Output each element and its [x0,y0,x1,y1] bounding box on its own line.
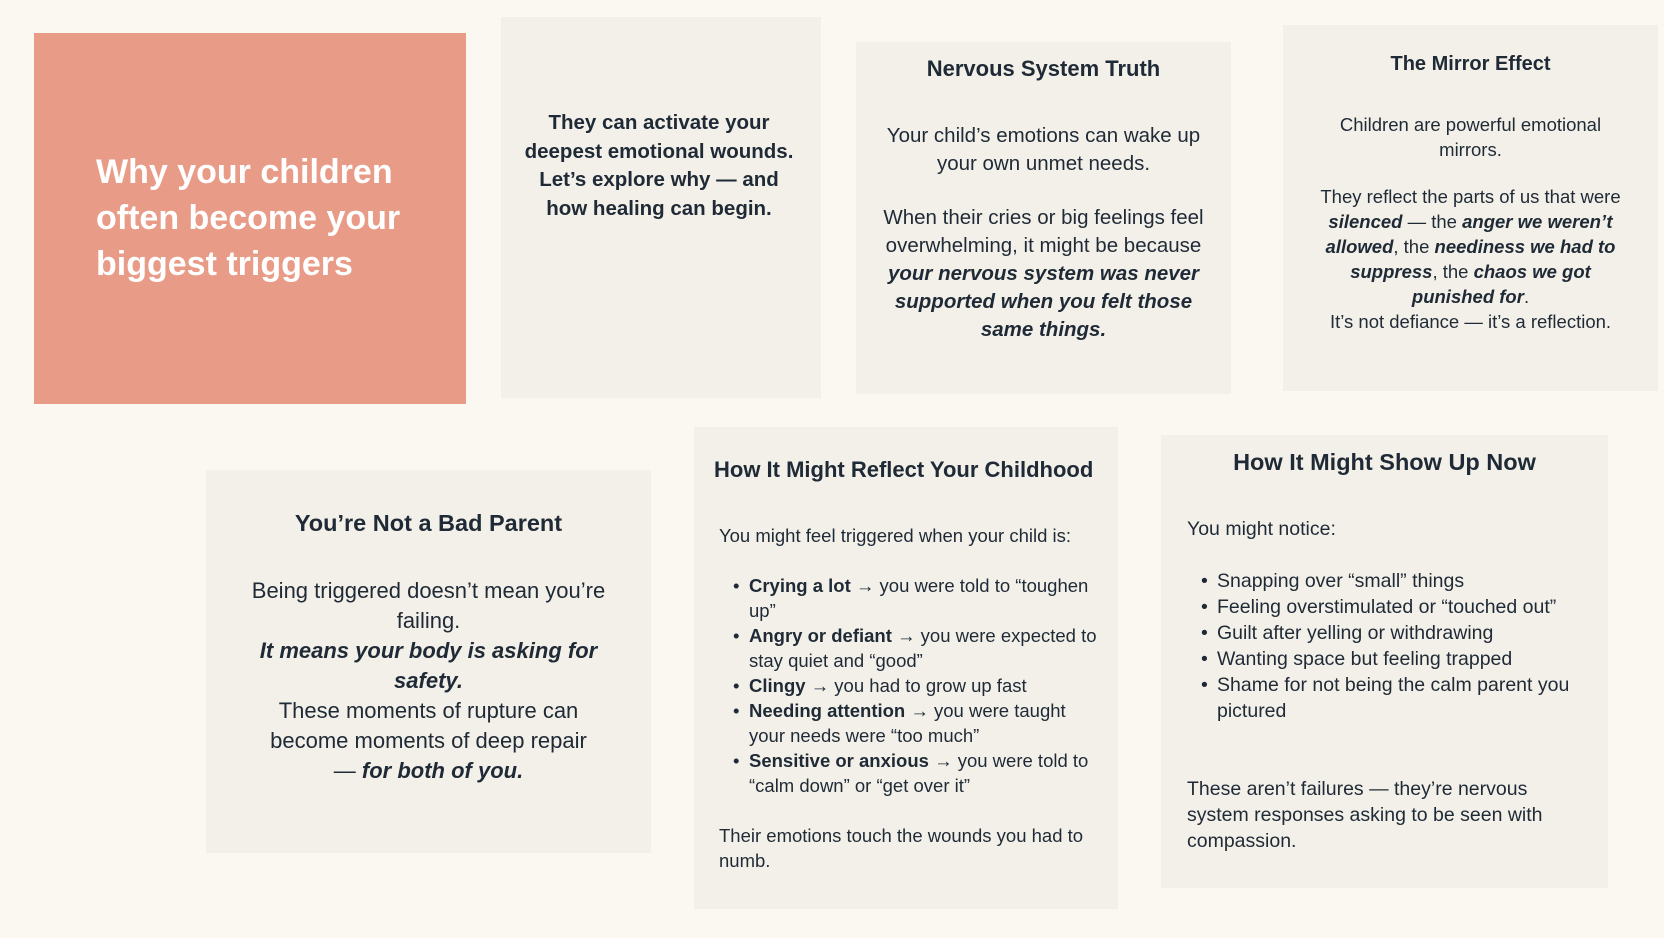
intro-card [501,17,821,398]
list-item [1187,568,1587,594]
mirror-effect-heading: The Mirror Effect [1390,53,1551,75]
bullet-icon: • [733,700,740,721]
list-item [719,698,1104,748]
mirror-emph-1: silenced [1328,211,1403,232]
list-item [1187,672,1587,724]
mirror-para-2 [1309,184,1632,309]
mirror-emph-2: anger we weren’t allowed [1325,211,1613,257]
not-bad-parent-body [250,576,607,786]
nervous-para-2-emphasis: your nervous system was never supported when you felt those same things. [887,262,1200,341]
list-item-text: Shame for not being the calm parent you pictured [1217,674,1570,722]
bullet-icon: • [1201,570,1208,592]
list-item-text: → you were taught your needs were “too much” [749,700,1066,746]
show-up-now-card [1161,435,1608,888]
mirror-para-1: Children are powerful emotional mirrors. [1339,114,1602,160]
mirror-closing: It’s not defiance — it’s a reflection. [1329,311,1612,332]
bad-parent-line-1: Being triggered doesn’t mean you’re failing. [251,578,606,633]
mirror-emph-4: chaos we got punished for [1411,261,1591,307]
reflect-childhood-card [694,427,1118,909]
list-item-bold: Clingy [749,675,806,696]
not-bad-parent-heading: You’re Not a Bad Parent [294,510,563,536]
list-item [1187,594,1587,620]
title-card [34,33,466,404]
list-item-text: → you were told to “toughen up” [749,575,1089,621]
list-item-text: → you were told to “calm down” or “get over it” [749,750,1089,796]
bullet-icon: • [1201,648,1208,670]
bad-parent-line-4-emphasis: for both of you. [361,758,524,783]
nervous-system-body [870,122,1217,344]
mirror-effect-body [1309,112,1632,334]
list-item [1187,646,1587,672]
bad-parent-line-4 [250,756,607,786]
bad-parent-line-3: These moments of rupture can become moments of deep repair [270,698,587,753]
reflect-intro: You might feel triggered when your child is: [719,525,1072,546]
show-up-now-heading: How It Might Show Up Now [1233,449,1536,475]
intro-line-1: They can activate your deepest emotional wounds. [524,111,794,163]
nervous-para-2-text: When their cries or big feelings feel overwhelming, it might be because [883,206,1204,257]
list-item [1187,620,1587,646]
reflect-childhood-heading: How It Might Reflect Your Childhood [714,457,1094,482]
show-list [1187,568,1587,724]
mirror-emph-3: neediness we had to suppress [1350,236,1616,282]
nervous-para-1: Your child’s emotions can wake up your own unmet needs. [886,124,1201,175]
mirror-text-5: . [1523,286,1530,307]
show-up-now-body [1187,516,1587,854]
bullet-icon: • [733,575,740,596]
list-item [719,623,1104,673]
mirror-text-2: — the [1402,211,1463,232]
nervous-para-2 [870,204,1217,344]
list-item-text: Snapping over “small” things [1217,570,1465,592]
reflect-closing: Their emotions touch the wounds you had to numb. [719,825,1084,871]
bad-parent-line-2: It means your body is asking for safety. [259,638,598,693]
reflect-childhood-body [719,523,1104,873]
mirror-effect-card [1283,25,1658,391]
list-item-text: → you had to grow up fast [805,675,1027,696]
not-bad-parent-card [206,470,651,853]
list-item-text: → you were expected to stay quiet and “good” [749,625,1097,671]
list-item-bold: Crying a lot [749,575,851,596]
nervous-system-card [856,42,1231,394]
mirror-text-1: They reflect the parts of us that were [1320,186,1621,207]
list-item-bold: Needing attention [749,700,906,721]
list-item [719,673,1104,698]
list-item [719,748,1104,798]
list-item-text: Guilt after yelling or withdrawing [1217,622,1494,644]
show-intro: You might notice: [1187,518,1336,540]
mirror-text-3: , the [1393,236,1435,257]
bullet-icon: • [1201,674,1208,696]
main-title: Why your children often become your biggest triggers [96,153,401,283]
intro-line-2: Let’s explore why — and how healing can begin. [539,168,779,220]
bullet-icon: • [733,625,740,646]
bullet-icon: • [1201,622,1208,644]
list-item-bold: Angry or defiant [749,625,892,646]
bad-parent-line-4-prefix: — [333,758,362,783]
mirror-text-4: , the [1432,261,1474,282]
list-item [719,573,1104,623]
bullet-icon: • [733,675,740,696]
list-item-bold: Sensitive or anxious [749,750,929,771]
bullet-icon: • [1201,596,1208,618]
nervous-system-heading: Nervous System Truth [926,56,1161,81]
list-item-text: Wanting space but feeling trapped [1217,648,1513,670]
show-closing: These aren’t failures — they’re nervous system responses asking to be seen with compassion. [1187,778,1543,852]
reflect-list [719,573,1104,798]
bullet-icon: • [733,750,740,771]
list-item-text: Feeling overstimulated or “touched out” [1217,596,1557,618]
intro-text [523,109,795,223]
